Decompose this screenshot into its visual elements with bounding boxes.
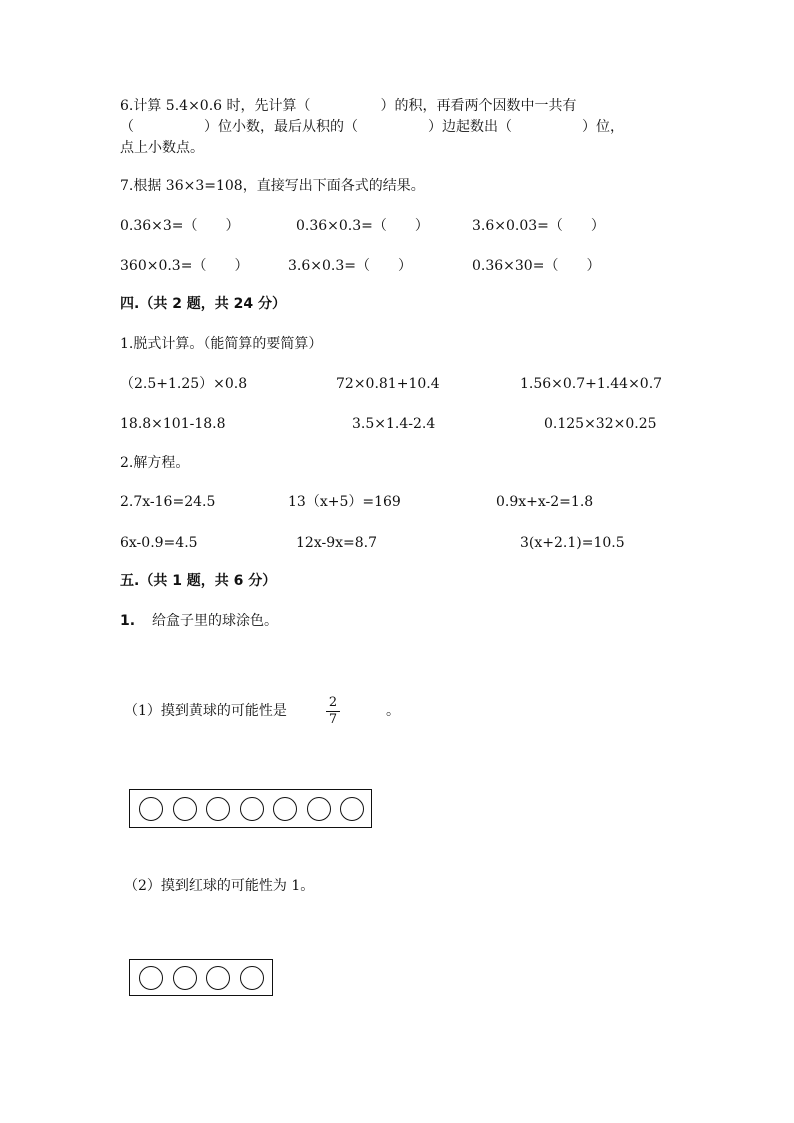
ball-circle[interactable] bbox=[240, 966, 264, 990]
question-7-prompt: 7.根据 36×3=108，直接写出下面各式的结果。 bbox=[120, 178, 425, 194]
ball-circle[interactable] bbox=[273, 797, 297, 821]
equation-item: 6x-0.9=4.5 bbox=[120, 535, 198, 551]
fraction-numerator: 2 bbox=[328, 695, 338, 710]
ball-box-1 bbox=[129, 789, 372, 828]
q7-item: 3.6×0.03=（ ） bbox=[472, 218, 605, 234]
ball-circle[interactable] bbox=[173, 797, 197, 821]
ball-circle[interactable] bbox=[173, 966, 197, 990]
equation-item: 2.7x-16=24.5 bbox=[120, 494, 216, 510]
ball-circle[interactable] bbox=[139, 966, 163, 990]
ball-circle[interactable] bbox=[206, 797, 230, 821]
question-6 bbox=[120, 96, 680, 159]
section-4-q1-prompt: 1.脱式计算。（能简算的要简算） bbox=[120, 336, 323, 352]
q7-item: 0.36×0.3=（ ） bbox=[296, 218, 429, 234]
equation-item: 12x-9x=8.7 bbox=[296, 535, 377, 551]
calc-item: 3.5×1.4-2.4 bbox=[352, 416, 436, 432]
section-4-title: 四.（共 2 题，共 24 分） bbox=[120, 296, 287, 312]
part-1-text: （1）摸到黄球的可能性是 bbox=[124, 703, 287, 719]
section-5-q1-prompt: 给盒子里的球涂色。 bbox=[152, 613, 278, 629]
ball-circle[interactable] bbox=[139, 797, 163, 821]
fraction-denominator: 7 bbox=[328, 712, 338, 727]
equation-item: 13（x+5）=169 bbox=[288, 494, 401, 510]
equation-item: 0.9x+x-2=1.8 bbox=[496, 494, 594, 510]
q7-item: 3.6×0.3=（ ） bbox=[288, 258, 412, 274]
calc-item: （2.5+1.25）×0.8 bbox=[120, 376, 248, 392]
ball-circle[interactable] bbox=[240, 797, 264, 821]
section-5-title: 五.（共 1 题，共 6 分） bbox=[120, 573, 277, 589]
section-5-q1-number: 1. bbox=[120, 613, 136, 629]
calc-item: 72×0.81+10.4 bbox=[336, 376, 440, 392]
q7-item: 0.36×30=（ ） bbox=[472, 258, 601, 274]
calc-item: 0.125×32×0.25 bbox=[544, 416, 657, 432]
section-4-q2-prompt: 2.解方程。 bbox=[120, 455, 190, 471]
calc-item: 18.8×101-18.8 bbox=[120, 416, 226, 432]
ball-circle[interactable] bbox=[307, 797, 331, 821]
ball-circle[interactable] bbox=[206, 966, 230, 990]
question-6-line-2: （ ）位小数，最后从积的（ ）边起数出（ ）位， bbox=[120, 119, 624, 135]
ball-circle[interactable] bbox=[340, 797, 364, 821]
fraction-two-sevenths bbox=[326, 696, 340, 727]
calc-item: 1.56×0.7+1.44×0.7 bbox=[520, 376, 663, 392]
question-6-line-3: 点上小数点。 bbox=[120, 140, 204, 156]
question-6-line-1: 6.计算 5.4×0.6 时，先计算（ ）的积，再看两个因数中一共有 bbox=[120, 98, 577, 114]
part-1-end: 。 bbox=[386, 703, 400, 719]
q7-item: 360×0.3=（ ） bbox=[120, 258, 249, 274]
q7-item: 0.36×3=（ ） bbox=[120, 218, 240, 234]
equation-item: 3(x+2.1)=10.5 bbox=[520, 535, 625, 551]
ball-box-2 bbox=[129, 959, 273, 996]
part-2-text: （2）摸到红球的可能性为 1。 bbox=[124, 878, 315, 894]
